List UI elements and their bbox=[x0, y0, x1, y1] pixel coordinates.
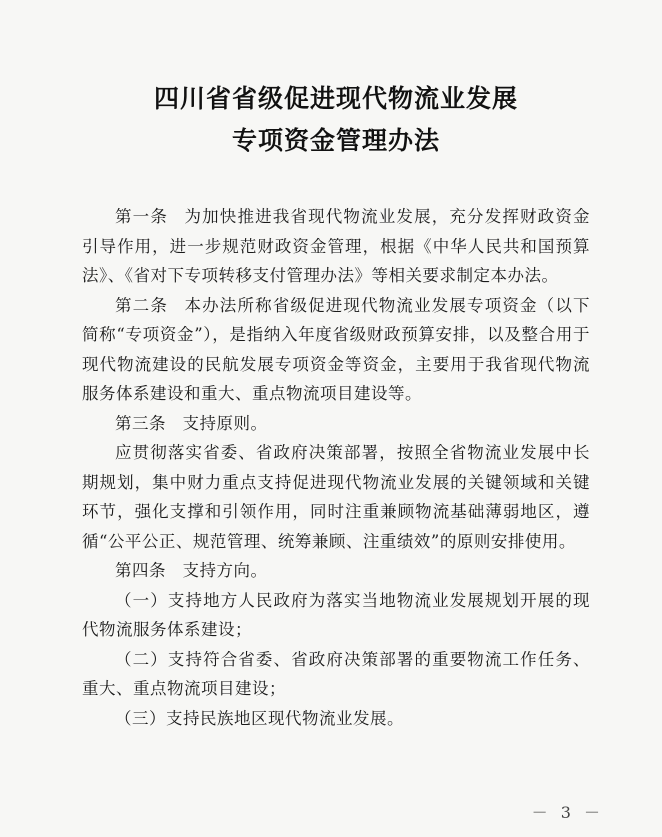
article-1-heading: 第一条 bbox=[115, 207, 168, 226]
article-1-text: 为加快推进我省现代物流业发展，充分发挥财政资金引导作用，进一步规范财政资金管理，根据《中华人民共和国预算法》、《省对下专项转移支付管理办法》等相关要求制定本办法。 bbox=[82, 207, 591, 285]
document-title bbox=[82, 78, 590, 162]
title-line-2: 专项资金管理办法 bbox=[231, 126, 440, 155]
article-3-text: 支持原则。 bbox=[182, 413, 268, 433]
article-4-item-3: （三）支持民族地区现代物流业发展。 bbox=[115, 708, 404, 728]
title-line-1: 四川省省级促进现代物流业发展 bbox=[153, 84, 518, 113]
article-3-heading: 第三条 bbox=[115, 413, 166, 433]
article-4-item-1: （一）支持地方人民政府为落实当地物流业发展规划开展的现代物流服务体系建设； bbox=[82, 590, 590, 639]
article-3 bbox=[82, 409, 590, 439]
article-2-heading: 第二条 bbox=[115, 295, 168, 315]
article-4 bbox=[82, 556, 590, 586]
article-3-body: 应贯彻落实省委、省政府决策部署，按照全省物流业发展中长期规划，集中财力重点支持促进现代物流业发展的关键领域和关键环节，强化支撑和引领作用，同时注重兼顾物流基础薄弱地区，遵循“公平公正、规范管理、统筹兼顾、注重绩效”的原则安排使用。 bbox=[82, 443, 590, 551]
document-body bbox=[82, 202, 590, 733]
article-1 bbox=[82, 202, 590, 291]
article-2-text: 本办法所称省级促进现代物流业发展专项资金（以下简称“专项资金”），是指纳入年度省级财政预算安排，以及整合用于现代物流建设的民航发展专项资金等资金，主要用于我省现代物流服务体系建设和重大、重点物流项目建设等。 bbox=[82, 295, 591, 403]
article-4-text: 支持方向。 bbox=[182, 561, 268, 580]
article-2 bbox=[82, 291, 590, 409]
article-4-heading: 第四条 bbox=[115, 561, 166, 580]
page-number: － 3 － bbox=[531, 803, 604, 822]
article-4-item-2: （二）支持符合省委、省政府决策部署的重要物流工作任务、重大、重点物流项目建设； bbox=[82, 649, 590, 698]
